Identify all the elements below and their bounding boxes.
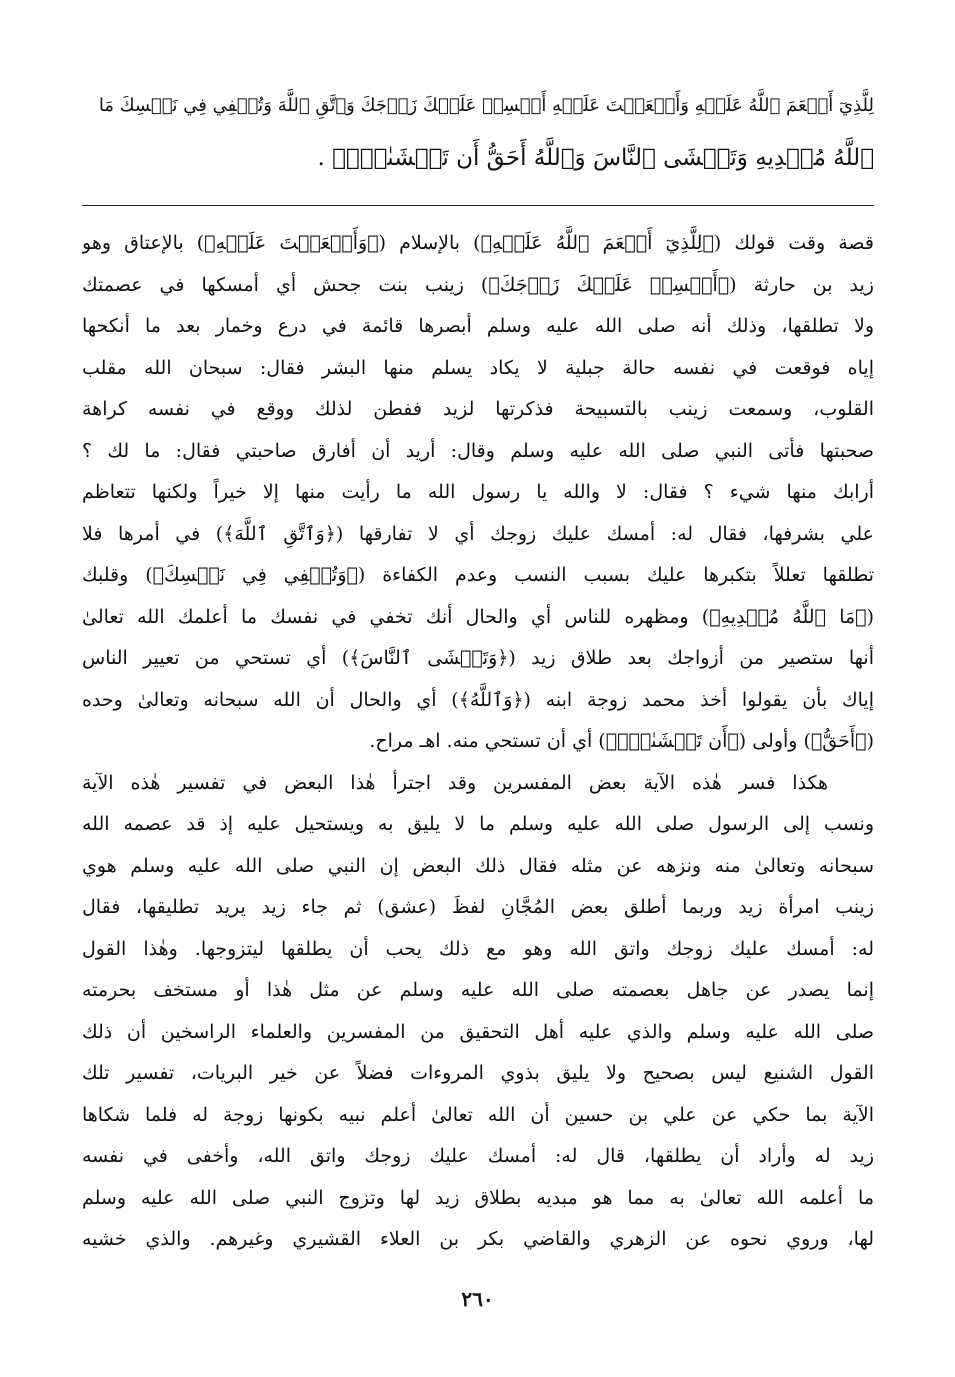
commentary-line: له: أمسك عليك زوجك واتق الله وهو مع ذلك يحب أن يطلقها ليتزوجها. وهٰذا القول <box>82 937 874 960</box>
commentary-line: ما أعلمه الله تعالىٰ به مما هو مبديه بطلاق زيد لها وتزوج النبي صلى الله عليه وسلم <box>82 1186 874 1209</box>
commentary-line: القلوب، وسمعت زينب بالتسبيحة فذكرتها لزيد ففطن لذلك ووقع في نفسه كراهة <box>82 398 874 420</box>
commentary-line: قصة وقت قولك (﴿لِلَّذِيٓ أَنۡعَمَ ٱللَّهُ عَلَيۡهِ﴾) بالإسلام (﴿وَأَنۡعَمۡتَ عَلَيۡهِ﴾) بالإعتاق وهو <box>82 232 874 254</box>
commentary-line: ولا تطلقها، وذلك أنه صلى الله عليه وسلم أبصرها قائمة في درع وخمار بعد ما أنكحها <box>82 315 874 337</box>
commentary-line: لها، وروي نحوه عن الزهري والقاضي بكر بن العلاء القشيري وغيرهم. والذي خشيه <box>82 1228 874 1250</box>
commentary-line: أرابك منها شيء ؟ فقال: لا والله يا رسول الله ما رأيت منها إلا خيراً ولكنها تتعاظم <box>82 481 874 503</box>
commentary-line: إنما يصدر عن جاهل بعصمته صلى الله عليه وسلم عن مثل هٰذا أو مستخف بحرمته <box>82 979 874 1001</box>
commentary-text <box>82 223 874 1261</box>
commentary-line: زينب امرأة زيد وربما أطلق بعض المُجَّانِ لفظَ (عشق) ثم جاء زيد يريد تطليقها، فقال <box>82 896 874 918</box>
commentary-line: الآية بما حكي عن علي بن حسين أن الله تعالىٰ أعلم نبيه بكونها زوجة له فلما شكاها <box>82 1103 874 1126</box>
commentary-line: زيد بن حارثة (﴿أَمۡسِكۡ عَلَيۡكَ زَوۡجَكَ﴾) زينب بنت جحش أي أمسكها في عصمتك <box>82 273 874 296</box>
commentary-line: ونسب إلى الرسول صلى الله عليه وسلم ما لا يليق به ويستحيل عليه إذ قد عصمه الله <box>82 813 874 835</box>
footnote-separator-line <box>82 205 874 206</box>
quran-verse-line: لِلَّذِيٓ أَنۡعَمَ ٱللَّهُ عَلَيۡهِ وَأَنۡعَمۡتَ عَلَيۡهِ أَمۡسِكۡ عَلَيۡكَ زَوۡجَكَ وَٱتَّقِ ٱللَّهَ وَتُخۡفِي فِي نَفۡسِكَ مَا <box>98 95 874 116</box>
page-number: ٢٦٠ <box>461 1287 494 1311</box>
quran-verse-line: ٱللَّهُ مُبۡدِيهِ وَتَخۡشَى ٱلنَّاسَ وَٱللَّهُ أَحَقُّ أَن تَخۡشَىٰهُۖ﴾ . <box>317 145 874 171</box>
commentary-line: سبحانه وتعالىٰ منه ونزهه عن مثله فقال ذلك البعض إن النبي صلى الله عليه وسلم هوي <box>82 854 874 877</box>
commentary-line: (﴿أَحَقُّ﴾) وأولى (﴿أَن تَخۡشَىٰهُۖ﴾) أي أن تستحي منه. اهـ مراح. <box>369 730 874 752</box>
commentary-line: علي بشرفها، فقال له: أمسك عليك زوجك أي لا تفارقها (﴿وَٱتَّقِ ٱللَّهَ﴾) في أمرها فلا <box>82 522 874 545</box>
commentary-line: القول الشنيع ليس بصحيح ولا يليق بذوي المروءات فضلاً عن خير البريات، تفسير تلك <box>82 1062 874 1084</box>
paragraph-first-line: هكذا فسر هٰذه الآية بعض المفسرين وقد اجترأ هٰذا البعض في تفسير هٰذه الآية <box>82 771 828 794</box>
commentary-line: أنها ستصير من أزواجك بعد طلاق زيد (﴿وَتَخۡشَى ٱلنَّاسَ﴾) أي تستحي من تعيير الناس <box>82 647 874 669</box>
commentary-line: صحبتها فأتى النبي صلى الله عليه وسلم وقال: أريد أن أفارق صاحبتي فقال: ما لك ؟ <box>82 439 874 462</box>
commentary-line: صلى الله عليه وسلم والذي عليه أهل التحقيق من المفسرين والعلماء الراسخين أن ذلك <box>82 1020 874 1043</box>
commentary-line: إياه فوقعت في نفسه حالة جبلية لا يكاد يسلم منها البشر فقال: سبحان الله مقلب <box>82 356 874 379</box>
commentary-line: تطلقها تعللاً بتكبرها عليك بسبب النسب وعدم الكفاءة (﴿وَتُخۡفِي فِي نَفۡسِكَ﴾) وقلبك <box>82 564 874 586</box>
commentary-line: (﴿مَا ٱللَّهُ مُبۡدِيهِ﴾) ومظهره للناس أي والحال أنك تخفي في نفسك ما أعلمك الله تعالىٰ <box>82 605 874 628</box>
commentary-line: إياك بأن يقولوا أخذ محمد زوجة ابنه (﴿وَٱللَّهُ﴾) أي والحال أن الله سبحانه وتعالىٰ وحده <box>82 688 874 711</box>
commentary-line: زيد له وأراد أن يطلقها، قال له: أمسك عليك زوجك واتق الله، وأخفى في نفسه <box>82 1145 874 1167</box>
quran-verse <box>82 80 874 184</box>
